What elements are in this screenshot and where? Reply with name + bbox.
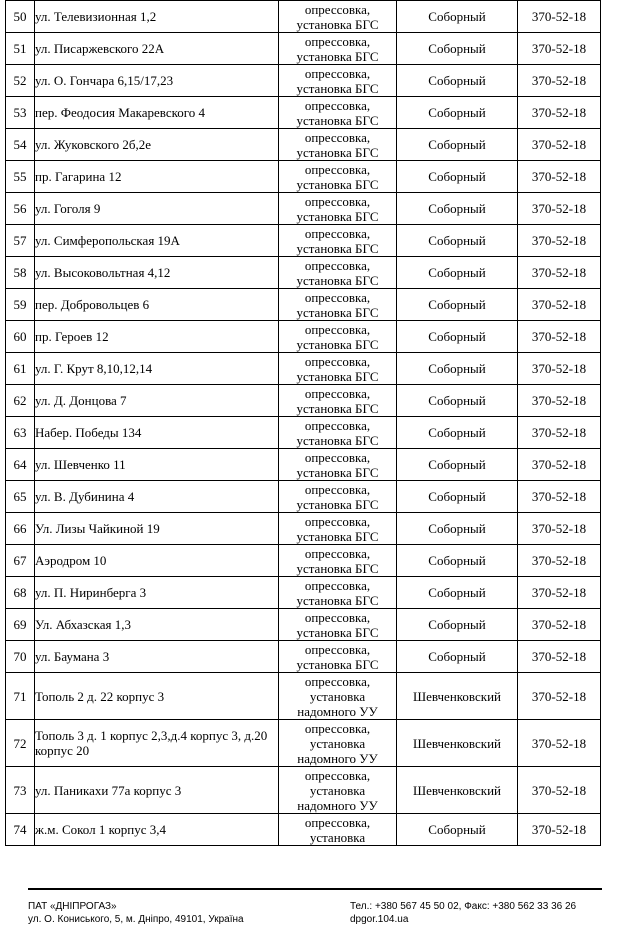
address-cell: пер. Добровольцев 6 — [35, 289, 279, 321]
footer-website: dpgor.104.ua — [350, 914, 409, 925]
phone-cell: 370-52-18 — [518, 481, 601, 513]
district-cell: Соборный — [397, 417, 518, 449]
work-type-line: опрессовка, — [304, 161, 371, 177]
row-number-cell: 68 — [6, 577, 35, 609]
district-cell: Соборный — [397, 545, 518, 577]
work-type-line: опрессовка, — [304, 1, 371, 17]
table-row — [6, 814, 601, 846]
work-type-line: установка БГС — [296, 560, 379, 576]
work-type-line: надомного УУ — [297, 797, 378, 813]
row-number-cell: 72 — [6, 720, 35, 767]
work-type-cell — [279, 193, 397, 225]
work-type-line: установка БГС — [296, 592, 379, 608]
phone-cell: 370-52-18 — [518, 1, 601, 33]
work-type-cell — [279, 513, 397, 545]
district-cell: Соборный — [397, 289, 518, 321]
work-type-cell — [279, 33, 397, 65]
phone-cell: 370-52-18 — [518, 129, 601, 161]
row-number-cell: 56 — [6, 193, 35, 225]
work-type-line: установка — [309, 735, 366, 751]
work-type-line: надомного УУ — [297, 703, 378, 719]
work-type-line: установка БГС — [296, 272, 379, 288]
table-row — [6, 33, 601, 65]
table-row — [6, 673, 601, 720]
phone-cell: 370-52-18 — [518, 225, 601, 257]
work-type-cell — [279, 353, 397, 385]
work-type-line: надомного УУ — [297, 750, 378, 766]
work-type-cell — [279, 1, 397, 33]
work-type-line: опрессовка, — [304, 767, 371, 783]
address-cell: ул. Г. Крут 8,10,12,14 — [35, 353, 279, 385]
phone-cell: 370-52-18 — [518, 257, 601, 289]
table-row — [6, 720, 601, 767]
work-type-cell — [279, 385, 397, 417]
table-row — [6, 321, 601, 353]
work-type-line: опрессовка, — [304, 513, 371, 529]
district-cell: Соборный — [397, 513, 518, 545]
row-number-cell: 67 — [6, 545, 35, 577]
table-row — [6, 257, 601, 289]
table-row — [6, 1, 601, 33]
work-type-line: опрессовка, — [304, 577, 371, 593]
work-type-cell — [279, 225, 397, 257]
table-row — [6, 289, 601, 321]
table-row — [6, 385, 601, 417]
work-type-line: установка БГС — [296, 528, 379, 544]
phone-cell: 370-52-18 — [518, 65, 601, 97]
address-cell: ул. Шевченко 11 — [35, 449, 279, 481]
work-type-cell — [279, 673, 397, 720]
address-cell: пр. Гагарина 12 — [35, 161, 279, 193]
row-number-cell: 55 — [6, 161, 35, 193]
phone-cell: 370-52-18 — [518, 385, 601, 417]
work-type-line: установка — [309, 688, 366, 704]
work-type-cell — [279, 814, 397, 846]
footer-company-block — [28, 900, 244, 926]
work-type-line: опрессовка, — [304, 609, 371, 625]
work-type-line: установка — [309, 829, 366, 845]
work-type-cell — [279, 321, 397, 353]
district-cell: Соборный — [397, 1, 518, 33]
district-cell: Шевченковский — [397, 720, 518, 767]
footer-company-name: ПАТ «ДНІПРОГАЗ» — [28, 901, 117, 912]
row-number-cell: 58 — [6, 257, 35, 289]
address-cell: ж.м. Сокол 1 корпус 3,4 — [35, 814, 279, 846]
address-cell: пер. Феодосия Макаревского 4 — [35, 97, 279, 129]
table-row — [6, 481, 601, 513]
work-type-line: установка — [309, 782, 366, 798]
work-type-line: установка БГС — [296, 176, 379, 192]
table-row — [6, 193, 601, 225]
phone-cell: 370-52-18 — [518, 193, 601, 225]
work-type-line: установка БГС — [296, 144, 379, 160]
district-cell: Соборный — [397, 129, 518, 161]
work-type-line: установка БГС — [296, 80, 379, 96]
work-type-cell — [279, 289, 397, 321]
row-number-cell: 70 — [6, 641, 35, 673]
address-cell: ул. О. Гончара 6,15/17,23 — [35, 65, 279, 97]
address-cell: Набер. Победы 134 — [35, 417, 279, 449]
work-type-cell — [279, 65, 397, 97]
row-number-cell: 66 — [6, 513, 35, 545]
table-row — [6, 353, 601, 385]
table-row — [6, 97, 601, 129]
phone-cell: 370-52-18 — [518, 513, 601, 545]
district-cell: Соборный — [397, 257, 518, 289]
district-cell: Соборный — [397, 97, 518, 129]
district-cell: Соборный — [397, 225, 518, 257]
district-cell: Соборный — [397, 577, 518, 609]
work-type-line: опрессовка, — [304, 673, 371, 689]
phone-cell: 370-52-18 — [518, 321, 601, 353]
footer-divider — [28, 888, 602, 890]
table-row — [6, 641, 601, 673]
work-type-line: установка БГС — [296, 400, 379, 416]
row-number-cell: 52 — [6, 65, 35, 97]
work-type-cell — [279, 97, 397, 129]
table-row — [6, 161, 601, 193]
table-row — [6, 129, 601, 161]
work-type-line: опрессовка, — [304, 385, 371, 401]
row-number-cell: 65 — [6, 481, 35, 513]
row-number-cell: 50 — [6, 1, 35, 33]
work-type-line: установка БГС — [296, 336, 379, 352]
phone-cell: 370-52-18 — [518, 577, 601, 609]
work-type-line: установка БГС — [296, 48, 379, 64]
phone-cell: 370-52-18 — [518, 609, 601, 641]
row-number-cell: 53 — [6, 97, 35, 129]
table-row — [6, 417, 601, 449]
address-cell: ул. Баумана 3 — [35, 641, 279, 673]
district-cell: Соборный — [397, 609, 518, 641]
district-cell: Соборный — [397, 193, 518, 225]
work-type-line: опрессовка, — [304, 289, 371, 305]
district-cell: Шевченковский — [397, 767, 518, 814]
work-type-cell — [279, 417, 397, 449]
work-type-line: опрессовка, — [304, 225, 371, 241]
address-cell: ул. Писаржевского 22А — [35, 33, 279, 65]
district-cell: Соборный — [397, 641, 518, 673]
row-number-cell: 51 — [6, 33, 35, 65]
work-type-line: опрессовка, — [304, 481, 371, 497]
row-number-cell: 61 — [6, 353, 35, 385]
work-type-line: установка БГС — [296, 16, 379, 32]
address-cell: ул. Гоголя 9 — [35, 193, 279, 225]
work-type-line: установка БГС — [296, 368, 379, 384]
row-number-cell: 57 — [6, 225, 35, 257]
phone-cell: 370-52-18 — [518, 161, 601, 193]
district-cell: Шевченковский — [397, 673, 518, 720]
work-schedule-table — [5, 0, 601, 846]
phone-cell: 370-52-18 — [518, 33, 601, 65]
row-number-cell: 69 — [6, 609, 35, 641]
address-cell: ул. Высоковольтная 4,12 — [35, 257, 279, 289]
row-number-cell: 73 — [6, 767, 35, 814]
work-type-line: установка БГС — [296, 624, 379, 640]
work-type-cell — [279, 767, 397, 814]
table-row — [6, 545, 601, 577]
phone-cell: 370-52-18 — [518, 641, 601, 673]
table-body — [6, 1, 601, 846]
phone-cell: 370-52-18 — [518, 417, 601, 449]
phone-cell: 370-52-18 — [518, 449, 601, 481]
work-type-line: установка БГС — [296, 496, 379, 512]
work-type-line: опрессовка, — [304, 65, 371, 81]
work-type-cell — [279, 609, 397, 641]
table-row — [6, 577, 601, 609]
address-cell: Ул. Абхазская 1,3 — [35, 609, 279, 641]
table-row — [6, 767, 601, 814]
district-cell: Соборный — [397, 814, 518, 846]
address-cell: Аэродром 10 — [35, 545, 279, 577]
work-type-line: опрессовка, — [304, 641, 371, 657]
work-type-line: опрессовка, — [304, 814, 371, 830]
address-cell: ул. П. Ниринберга 3 — [35, 577, 279, 609]
phone-cell: 370-52-18 — [518, 767, 601, 814]
work-type-cell — [279, 720, 397, 767]
work-type-cell — [279, 161, 397, 193]
phone-cell: 370-52-18 — [518, 353, 601, 385]
phone-cell: 370-52-18 — [518, 545, 601, 577]
work-type-line: опрессовка, — [304, 353, 371, 369]
address-cell: ул. Д. Донцова 7 — [35, 385, 279, 417]
work-type-line: установка БГС — [296, 112, 379, 128]
district-cell: Соборный — [397, 449, 518, 481]
work-type-line: опрессовка, — [304, 33, 371, 49]
phone-cell: 370-52-18 — [518, 673, 601, 720]
table-row — [6, 225, 601, 257]
work-type-cell — [279, 577, 397, 609]
row-number-cell: 54 — [6, 129, 35, 161]
table-row — [6, 609, 601, 641]
work-type-line: опрессовка, — [304, 129, 371, 145]
phone-cell: 370-52-18 — [518, 720, 601, 767]
work-type-line: установка БГС — [296, 304, 379, 320]
phone-cell: 370-52-18 — [518, 289, 601, 321]
address-cell: ул. Жуковского 2б,2е — [35, 129, 279, 161]
work-type-line: опрессовка, — [304, 321, 371, 337]
work-type-cell — [279, 449, 397, 481]
row-number-cell: 71 — [6, 673, 35, 720]
work-type-line: опрессовка, — [304, 417, 371, 433]
address-cell: пр. Героев 12 — [35, 321, 279, 353]
district-cell: Соборный — [397, 481, 518, 513]
work-type-cell — [279, 129, 397, 161]
phone-cell: 370-52-18 — [518, 814, 601, 846]
footer-contacts-block — [350, 900, 576, 926]
work-type-line: установка БГС — [296, 656, 379, 672]
work-type-line: опрессовка, — [304, 720, 371, 736]
district-cell: Соборный — [397, 385, 518, 417]
work-type-line: опрессовка, — [304, 97, 371, 113]
district-cell: Соборный — [397, 161, 518, 193]
work-type-line: опрессовка, — [304, 193, 371, 209]
address-cell: Тополь 3 д. 1 корпус 2,3,д.4 корпус 3, д.20 корпус 20 — [35, 720, 279, 767]
address-cell: ул. Телевизионная 1,2 — [35, 1, 279, 33]
phone-cell: 370-52-18 — [518, 97, 601, 129]
row-number-cell: 63 — [6, 417, 35, 449]
address-cell: Ул. Лизы Чайкиной 19 — [35, 513, 279, 545]
address-cell: ул. В. Дубинина 4 — [35, 481, 279, 513]
district-cell: Соборный — [397, 353, 518, 385]
work-type-line: установка БГС — [296, 240, 379, 256]
table-row — [6, 513, 601, 545]
work-type-cell — [279, 545, 397, 577]
row-number-cell: 64 — [6, 449, 35, 481]
district-cell: Соборный — [397, 65, 518, 97]
address-cell: ул. Паникахи 77а корпус 3 — [35, 767, 279, 814]
address-cell: Тополь 2 д. 22 корпус 3 — [35, 673, 279, 720]
district-cell: Соборный — [397, 321, 518, 353]
table-row — [6, 449, 601, 481]
row-number-cell: 60 — [6, 321, 35, 353]
work-type-line: установка БГС — [296, 432, 379, 448]
row-number-cell: 62 — [6, 385, 35, 417]
footer-address: ул. О. Кониського, 5, м. Дніпро, 49101, Україна — [28, 914, 244, 925]
table-row — [6, 65, 601, 97]
footer-contacts: Тел.: +380 567 45 50 02, Факс: +380 562 33 36 26 — [350, 901, 577, 912]
row-number-cell: 74 — [6, 814, 35, 846]
work-type-line: опрессовка, — [304, 449, 371, 465]
address-cell: ул. Симферопольская 19А — [35, 225, 279, 257]
row-number-cell: 59 — [6, 289, 35, 321]
work-type-cell — [279, 257, 397, 289]
work-type-line: опрессовка, — [304, 545, 371, 561]
work-type-line: установка БГС — [296, 208, 379, 224]
work-type-cell — [279, 641, 397, 673]
work-type-cell — [279, 481, 397, 513]
work-type-line: установка БГС — [296, 464, 379, 480]
district-cell: Соборный — [397, 33, 518, 65]
work-type-line: опрессовка, — [304, 257, 371, 273]
